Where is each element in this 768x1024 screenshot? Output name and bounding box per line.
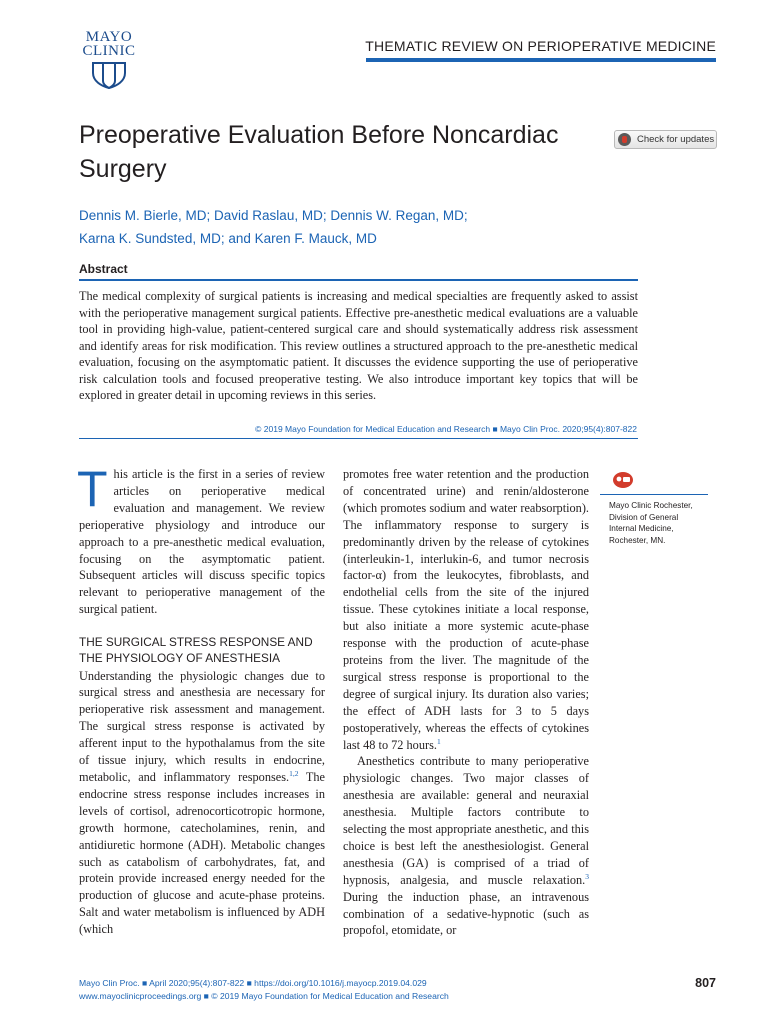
abstract-heading: Abstract [79, 262, 128, 276]
affiliation-text: Mayo Clinic Rochester, Division of General Internal Medicine, Rochester, MN. [609, 501, 693, 545]
drop-cap: T [77, 461, 108, 517]
section-heading-line-1: THE SURGICAL STRESS RESPONSE AND [79, 635, 313, 650]
section-heading-line-2: THE PHYSIOLOGY OF ANESTHESIA [79, 651, 281, 666]
reference-link[interactable]: 1 [436, 736, 441, 746]
affiliation-icon [612, 471, 634, 489]
paragraph-text: Understanding the physiologic changes due to surgical stress and anesthesia are necessary for perioperative risk assessment and management. The surgical stress response is activated by afferent input to the hypothalamus from the site of tissue injury, which results in endocrine, metabolic, and inflammatory responses. [79, 668, 325, 784]
reference-link[interactable]: 3 [585, 871, 589, 881]
body-paragraph [343, 753, 589, 939]
crossmark-icon [618, 133, 631, 146]
intro-paragraph [77, 461, 325, 618]
abstract-text: The medical complexity of surgical patients is increasing and medical specialties are frequently asked to assist with the perioperative management surgical patients. Effective pre-anesthetic medical evaluations are a valuable tool in providing high-value, patient-centered surgical care and should systematically address risk assessment and identify areas for risk modification. This review outlines a structured approach to the pre-anesthetic medical evaluation, focusing on the asymptomatic patient. It discusses the evidence supporting the use of perioperative risk calculation tools and focused preoperative testing. We also introduce important key topics that will be explored in greater detail in upcoming reviews in this series. [79, 289, 638, 402]
abstract-citation: © 2019 Mayo Foundation for Medical Education and Research ■ Mayo Clin Proc. 2020;95(4):807-822 [255, 424, 637, 434]
header-rule [366, 58, 716, 62]
affiliation-rule [600, 494, 708, 495]
body-column-1 [77, 461, 325, 938]
body-paragraph [79, 668, 325, 939]
logo-text-mayo: MAYO [85, 29, 133, 45]
author-list [79, 204, 639, 250]
reference-link[interactable]: 1,2 [289, 769, 299, 778]
footer-citation[interactable]: Mayo Clin Proc. ■ April 2020;95(4):807-822 ■ https://doi.org/10.1016/j.mayocp.2019.04.029 [79, 978, 427, 988]
paragraph-text: During the induction phase, an intravenous combination of a sedative-hypnotic (such as propofol, etomidate, or [343, 889, 589, 938]
abstract-bottom-rule [79, 438, 638, 439]
authors-line-1[interactable]: Dennis M. Bierle, MD; David Raslau, MD; Dennis W. Regan, MD; [79, 208, 468, 223]
footer-website[interactable]: www.mayoclinicproceedings.org ■ © 2019 Mayo Foundation for Medical Education and Research [79, 990, 449, 1001]
intro-text: his article is the first in a series of review articles on perioperative medical evaluation and management. We review perioperative physiology and introduce our approach to a pre-anesthetic medical evaluation, focusing on the asymptomatic patient. Subsequent articles will discuss specific topics relevant to perioperative management of the surgical patient. [79, 467, 325, 617]
check-for-updates-label: Check for updates [637, 134, 715, 145]
mayo-shield-icon [91, 61, 127, 89]
paragraph-text: Anesthetics contribute to many perioperative physiologic changes. Two major classes of anesthesia are available: general and neuraxial anesthesia. Multiple factors contribute to selecting the most appropriate anesthetic, and this choice is best left the anesthesiologist. General anesthesia (GA) is comprised of a triad of hypnosis, analgesia, and muscle relaxation. [343, 754, 589, 887]
abstract-rule [79, 279, 638, 281]
body-column-2 [343, 466, 589, 939]
page-number: 807 [695, 976, 716, 990]
body-paragraph [343, 466, 589, 753]
authors-line-2[interactable]: Karna K. Sundsted, MD; and Karen F. Mauck, MD [79, 231, 377, 246]
logo-text-clinic: CLINIC [82, 43, 136, 59]
mayo-clinic-logo [78, 30, 140, 92]
article-title: Preoperative Evaluation Before Noncardiac Surgery [79, 121, 559, 183]
check-for-updates-button[interactable] [614, 130, 717, 149]
section-heading [79, 634, 325, 666]
paragraph-text: promotes free water retention and the production of concentrated urine) and renin/aldosterone (which promotes sodium and water reabsorption). The inflammatory response to surgery is predominantly driven by the release of cytokines (interleukin-1, interlukin-6, and tumor necrosis factor-α) from the leukocytes, fibroblasts, and endothelial cells from the site of the injured tissue. These cytokines initiate a local response, but also initiate a more systemic acute-phase response with the production of acute-phase proteins from the liver. The magnitude of the surgical stress response is proportional to the degree of surgical injury. Its duration also varies; the effect of ADH lasts for 3 to 5 days postoperatively, whereas the effects of cytokines last 48 to 72 hours. [343, 467, 589, 752]
paragraph-text: The endocrine stress response includes increases in levels of cortisol, adrenocorticotropic hormone, growth hormone, catecholamines, renin, and antidiuretic hormone (ADH). Metabolic changes such as catabolism of carbohydrates, fat, and protein provide increased energy needed for the production of glucose and acute-phase proteins. Salt and water metabolism is influenced by ADH (which [79, 770, 325, 937]
footer [79, 977, 449, 1002]
section-header: THEMATIC REVIEW ON PERIOPERATIVE MEDICINE [365, 38, 716, 54]
